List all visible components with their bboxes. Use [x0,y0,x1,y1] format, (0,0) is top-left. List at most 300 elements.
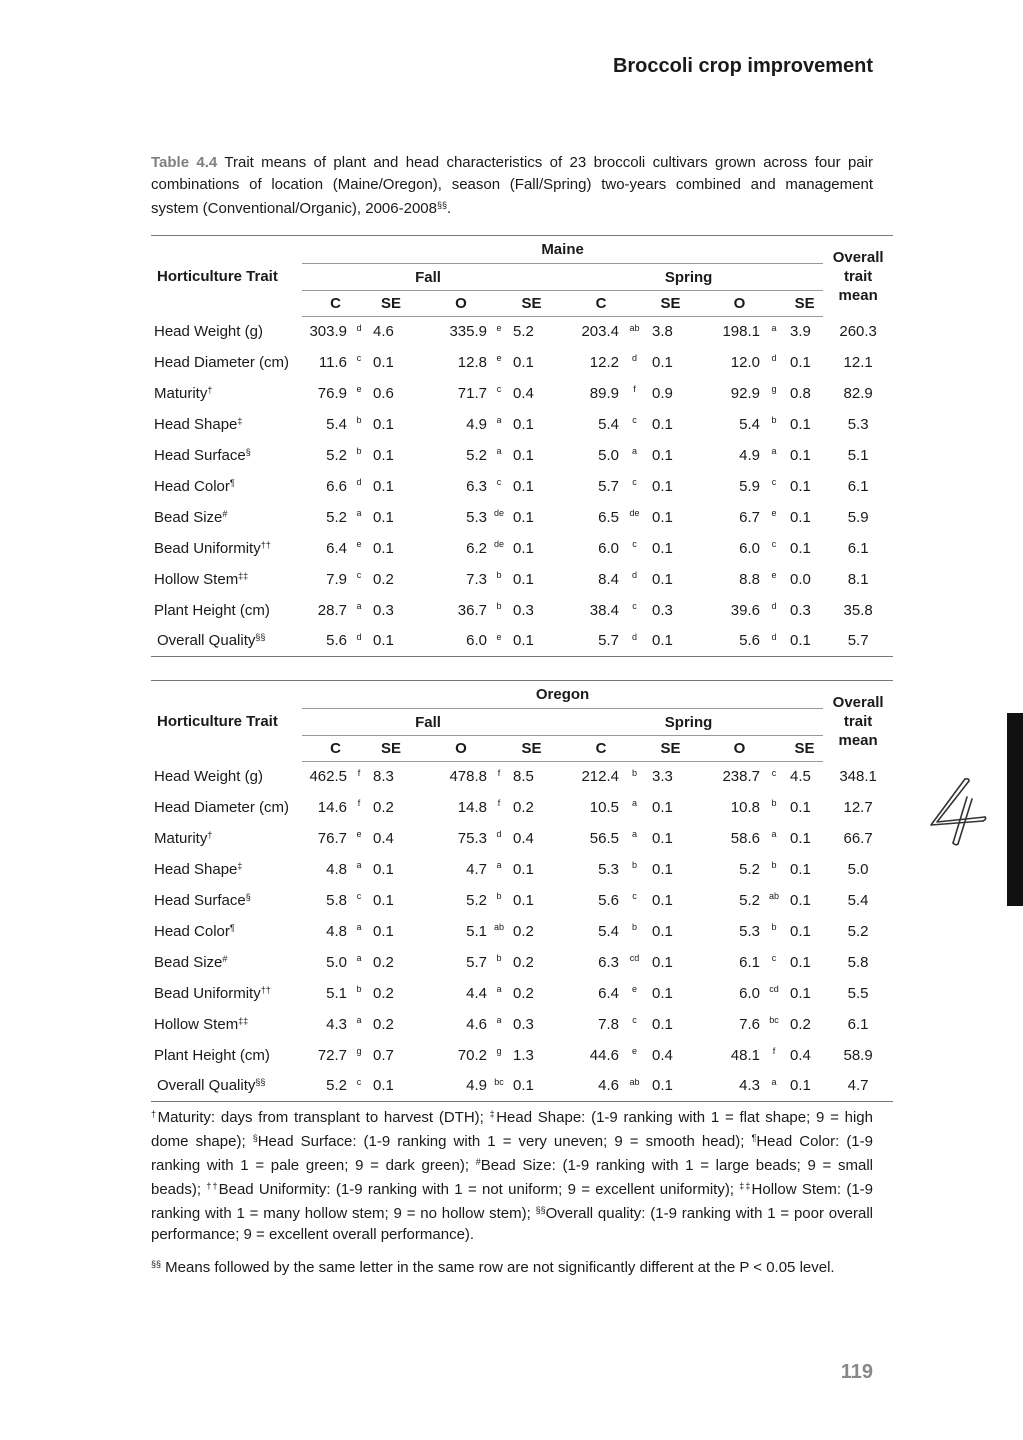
spring-o-value: 6.0 [739,984,760,1002]
spring-o-value: 5.2 [739,860,760,878]
trait-name [151,564,302,595]
spring-c-letter: d [631,352,637,363]
table-row [151,378,893,409]
fall-o-letter: e [496,352,502,363]
spring-o-value: 48.1 [730,1046,760,1064]
spring-c-letter: cd [629,952,640,963]
spring-c-value: 203.4 [581,323,619,341]
spring-c-se: 0.1 [652,570,673,588]
trait-name [151,854,302,885]
spring-o-se: 3.9 [790,323,811,341]
footnote-mark: † [151,1109,158,1119]
spring-c-letter: ab [621,1071,648,1102]
table-footnotes [151,1104,873,1245]
fall-c-se: 0.1 [369,1071,413,1102]
overall-mean-value: 5.4 [847,891,869,909]
spring-c-value: 6.4 [598,984,619,1002]
trait-label: Maturity [154,384,208,402]
spring-c-value: 5.7 [598,477,619,495]
spring-o-value: 5.9 [739,477,760,495]
spring-o-letter: d [771,600,777,611]
trait-name [151,978,302,1009]
trait-label: Bead Size [154,508,223,526]
fall-c-value: 14.6 [317,798,347,816]
fall-o-se: 1.3 [513,1046,534,1064]
table-row [151,317,893,347]
spring-o-letter: a [762,1071,786,1102]
fall-o-letter: f [497,797,501,808]
significance-text: Means followed by the same letter in the same row are not significantly different at the P < 0.05 level. [161,1259,835,1276]
table-row [151,762,893,792]
trait-name [151,533,302,564]
fall-c-se: 8.3 [373,768,394,786]
spring-c-se: 0.1 [652,446,673,464]
spring-c-se: 0.1 [648,626,693,657]
spring-c-value: 6.3 [598,953,619,971]
spring-o-value: 10.8 [730,798,760,816]
trait-name [151,502,302,533]
trait-label: Bead Size [154,953,223,971]
oregon-table-body [151,762,893,1102]
spring-o-value: 6.7 [739,508,760,526]
fall-c-se: 0.2 [373,1015,394,1033]
footnote-text: Bead Uniformity: (1-9 ranking with 1 = not uniform; 9 = excellent uniformity); [218,1181,740,1198]
footnote-text: Head Shape: (1-9 ranking with 1 = flat shape; 9 = high dome shape); [151,1109,873,1150]
spring-o-se: 0.1 [786,1071,823,1102]
spring-o-se: 0.0 [790,570,811,588]
fall-c-letter: a [356,859,362,870]
spring-c-letter: c [632,1014,637,1025]
spring-o-se-header: SE [786,736,823,762]
table-caption [151,152,873,220]
spring-o-letter: b [771,797,777,808]
fall-o-value: 5.2 [466,891,487,909]
fall-c-se: 4.6 [373,323,394,341]
spring-c-se: 0.1 [652,508,673,526]
fall-o-letter: a [496,859,502,870]
overall-mean-value: 5.1 [847,446,869,464]
fall-c-letter: a [356,1014,362,1025]
spring-o-value: 5.3 [739,922,760,940]
spring-c-se: 3.3 [652,768,673,786]
spring-c-se: 3.8 [652,323,673,341]
fall-o-se: 0.1 [513,353,534,371]
spring-c-se: 0.1 [652,415,673,433]
fall-c-letter: b [356,414,362,425]
spring-o-value: 4.3 [693,1071,762,1102]
fall-o-se-header: SE [509,736,554,762]
fall-o-se: 0.3 [513,601,534,619]
spring-c-letter: c [632,538,637,549]
spring-c-letter: c [632,890,637,901]
fall-o-letter: d [496,828,502,839]
trait-label: Head Shape [154,860,238,878]
spring-o-se: 0.1 [790,539,811,557]
spring-o-letter: f [772,1045,776,1056]
fall-c-se: 0.1 [373,446,394,464]
trait-label: Head Weight (g) [154,768,263,785]
spring-c-se: 0.1 [652,353,673,371]
fall-o-se: 0.1 [513,570,534,588]
spring-o-value: 4.9 [739,446,760,464]
fall-c-value: 5.6 [302,626,349,657]
fall-c-se: 0.1 [369,626,413,657]
spring-o-value: 198.1 [722,323,760,341]
fall-c-se: 0.2 [373,570,394,588]
spring-c-se: 0.4 [652,1046,673,1064]
footnote-mark: §§ [255,1077,266,1088]
spring-c-se: 0.1 [652,922,673,940]
footnote-mark: §§ [255,632,266,643]
table-row [151,533,893,564]
table-row [151,471,893,502]
fall-o-value: 5.2 [466,446,487,464]
footnote-text: Head Surface: (1-9 ranking with 1 = very uneven; 9 = smooth head); [257,1133,752,1150]
overall-mean-value: 8.1 [847,570,869,588]
fall-o-letter: c [496,383,502,394]
fall-o-se: 0.1 [513,508,534,526]
table-row [151,595,893,626]
fall-c-value: 76.9 [317,384,347,402]
fall-o-letter: de [493,507,504,518]
spring-c-se: 0.1 [652,798,673,816]
fall-c-letter: a [356,952,362,963]
spring-c-letter: b [631,921,637,932]
fall-c-value: 5.2 [326,508,347,526]
trait-name [151,947,302,978]
fall-o-se: 0.2 [513,953,534,971]
overall-mean-header [823,681,893,762]
spring-c-letter: a [631,797,637,808]
spring-c-letter: b [631,768,637,778]
fall-c-se: 0.1 [373,415,394,433]
spring-o-se: 0.1 [790,446,811,464]
overall-mean-value: 82.9 [843,384,873,402]
footnote-mark: § [245,891,251,902]
footnote-text: Maturity: days from transplant to harvest (DTH); [157,1109,490,1126]
fall-o-se: 0.2 [513,984,534,1002]
spring-c-value: 212.4 [581,768,619,786]
trait-label: Bead Uniformity [154,539,261,557]
trait-label: Head Shape [154,415,238,433]
footnote-mark: ‡‡ [238,1015,249,1026]
table-row [151,947,893,978]
trait-label: Head Surface [154,446,246,464]
fall-o-value: 70.2 [457,1046,487,1064]
overall-mean-value: 348.1 [839,768,877,785]
fall-o-letter: bc [489,1071,509,1102]
fall-o-value: 6.3 [466,477,487,495]
fall-o-value: 5.7 [466,953,487,971]
spring-c-value: 56.5 [589,829,619,847]
spring-c-value: 5.0 [598,446,619,464]
spring-o-letter: c [771,476,777,487]
fall-o-se: 5.2 [513,323,534,341]
fall-c-letter: c [356,569,362,580]
fall-c-letter: d [356,476,362,487]
fall-c-se: 0.1 [373,891,394,909]
trait-column-header: Horticulture Trait [151,681,302,762]
overall-mean-value: 66.7 [843,829,873,847]
fall-o-se: 0.1 [513,477,534,495]
table-row [151,854,893,885]
spring-c-value: 38.4 [589,601,619,619]
maine-table-body [151,317,893,657]
overall-line-2: trait [843,267,873,285]
fall-c-letter: a [356,600,362,611]
spring-o-value: 238.7 [722,768,760,786]
spring-c-se: 0.1 [652,829,673,847]
fall-c-value: 7.9 [326,570,347,588]
overall-mean-value: 260.3 [839,323,877,340]
table-row [151,916,893,947]
fall-c-letter: e [356,538,362,549]
fall-o-se: 0.2 [513,922,534,940]
overall-mean-value: 5.3 [847,415,869,433]
trait-name [151,347,302,378]
caption-text: Trait means of plant and head characteristics of 23 broccoli cultivars grown across four pair combinations of location (Maine/Oregon), season (Fall/Spring) two-years combined and management system (Conventional/Organic), 2006-2008 [151,154,873,217]
fall-o-letter: b [496,890,502,901]
fall-c-letter: c [356,352,362,363]
fall-o-letter: e [489,626,509,657]
footnote-mark: # [222,953,228,964]
fall-o-se: 0.4 [513,829,534,847]
fall-o-se: 0.1 [513,860,534,878]
table-row [151,564,893,595]
fall-o-letter: a [496,414,502,425]
fall-o-se: 0.1 [513,539,534,557]
spring-o-se: 0.1 [790,984,811,1002]
fall-c-value: 5.2 [302,1071,349,1102]
spring-o-se: 0.1 [786,626,823,657]
fall-c-value: 72.7 [317,1046,347,1064]
trait-label: Overall Quality [157,1077,256,1095]
spring-o-se: 0.1 [790,508,811,526]
trait-name [151,626,302,657]
spring-o-se-header: SE [786,291,823,317]
spring-o-se: 4.5 [790,768,811,786]
footnote-mark: †† [260,984,271,995]
trait-label: Head Diameter (cm) [154,353,290,371]
spring-o-value: 5.6 [693,626,762,657]
overall-mean-value: 6.1 [847,1015,869,1033]
fall-o-value: 36.7 [457,601,487,619]
spring-c-se: 0.1 [652,477,673,495]
spring-c-value: 8.4 [598,570,619,588]
fall-c-se: 0.1 [373,508,394,526]
spring-c-value: 5.3 [598,860,619,878]
fall-c-value: 4.8 [326,922,347,940]
trait-name [151,378,302,409]
spring-c-letter: a [631,445,637,456]
fall-o-letter: b [496,569,502,580]
overall-line-2: trait [843,712,873,730]
trait-label: Hollow Stem [154,570,239,588]
fall-c-value: 462.5 [309,768,347,786]
fall-o-value: 4.9 [413,1071,489,1102]
spring-c-letter: f [633,383,636,394]
table-row [151,978,893,1009]
trait-label: Head Color [154,922,230,940]
trait-label: Head Weight (g) [154,323,263,340]
footnote-mark: § [245,446,251,457]
fall-c-letter: d [356,323,362,333]
fall-o-se: 0.1 [513,415,534,433]
spring-o-letter: b [771,921,777,932]
fall-c-value: 11.6 [318,353,347,371]
fall-o-letter: a [496,1014,502,1025]
fall-c-header: C [302,291,369,317]
spring-c-letter: a [631,828,637,839]
fall-o-letter: a [496,983,502,994]
footnote-text: Overall quality: (1-9 ranking with 1 = poor overall performance; 9 = excellent overall performance). [151,1205,873,1243]
table-row [151,792,893,823]
spring-o-letter: d [762,626,786,657]
fall-o-value: 5.1 [466,922,487,940]
overall-mean-value: 12.7 [843,798,873,816]
spring-o-header: O [693,291,786,317]
fall-c-value: 6.4 [326,539,347,557]
spring-o-value: 5.4 [739,415,760,433]
spring-c-se: 0.1 [652,953,673,971]
spring-o-value: 58.6 [730,829,760,847]
fall-c-letter: d [349,626,369,657]
trait-label: Head Surface [154,891,246,909]
table-row [151,1040,893,1071]
table-row [151,885,893,916]
spring-o-letter: a [771,323,777,333]
spring-o-se: 0.4 [790,1046,811,1064]
spring-o-value: 6.1 [739,953,760,971]
spring-o-value: 6.0 [739,539,760,557]
spring-c-value: 6.0 [598,539,619,557]
overall-mean-value: 6.1 [847,539,869,557]
footnote-text: Bead Size: (1-9 ranking with 1 = large beads; 9 = small beads); [151,1157,873,1198]
fall-o-letter: e [496,323,502,333]
spring-o-letter: b [771,414,777,425]
caption-end: . [447,200,452,217]
fall-o-value: 6.0 [413,626,489,657]
spring-o-value: 5.2 [739,891,760,909]
trait-label: Head Diameter (cm) [154,798,290,816]
fall-o-letter: c [496,476,502,487]
overall-line-3: mean [838,731,878,749]
trait-label: Overall Quality [157,632,256,650]
fall-o-se: 0.1 [509,1071,554,1102]
overall-line-3: mean [838,286,878,304]
spring-c-se-header: SE [648,736,693,762]
trait-label: Hollow Stem [154,1015,239,1033]
spring-c-letter: e [631,983,637,994]
spring-o-se: 0.8 [790,384,811,402]
spring-c-se-header: SE [648,291,693,317]
fall-c-letter: b [356,445,362,456]
fall-c-letter: f [357,768,361,778]
spring-c-se: 0.1 [652,860,673,878]
overall-mean-header [823,236,893,317]
fall-o-se: 8.5 [513,768,534,786]
spring-c-se: 0.1 [652,539,673,557]
footnote-mark: ‡ [237,860,243,871]
fall-o-value: 6.2 [466,539,487,557]
trait-name [151,471,302,502]
overall-mean-value: 4.7 [823,1071,893,1102]
footnote-mark: ‡‡ [238,570,249,581]
footnote-mark: † [207,384,213,395]
spring-o-value: 7.6 [739,1015,760,1033]
spring-o-letter: a [771,445,777,456]
spring-o-se: 0.1 [790,353,811,371]
overall-mean-value: 5.7 [823,626,893,657]
spring-o-header: O [693,736,786,762]
trait-label: Head Color [154,477,230,495]
footnote-text: Head Color: (1-9 ranking with 1 = pale green; 9 = dark green); [151,1133,873,1174]
table-row [151,440,893,471]
spring-o-se: 0.1 [790,891,811,909]
caption-label: Table 4.4 [151,154,218,171]
spring-o-se: 0.2 [790,1015,811,1033]
spring-c-letter: d [621,626,648,657]
fall-o-value: 14.8 [457,798,487,816]
spring-o-letter: c [771,952,777,963]
table-row [151,1071,893,1102]
spring-o-letter: c [771,538,777,549]
fall-c-se-header: SE [369,291,413,317]
spring-header: Spring [554,264,823,291]
overall-mean-value: 5.9 [847,508,869,526]
spring-c-se: 0.1 [652,1015,673,1033]
spring-o-letter: g [771,383,777,394]
fall-c-letter: a [356,507,362,518]
spring-c-se: 0.1 [652,984,673,1002]
spring-o-se: 0.1 [790,829,811,847]
running-title: Broccoli crop improvement [612,55,873,77]
spring-c-value: 5.4 [598,415,619,433]
fall-c-letter: e [356,383,362,394]
trait-name [151,595,302,626]
spring-c-value: 4.6 [554,1071,621,1102]
trait-name [151,1009,302,1040]
trait-name [151,409,302,440]
trait-name [151,1071,302,1102]
table-row [151,1009,893,1040]
fall-o-se: 0.2 [513,798,534,816]
fall-c-se: 0.1 [373,353,394,371]
spring-o-letter: c [771,768,777,778]
fall-c-letter: c [356,890,362,901]
spring-c-se: 0.3 [652,601,673,619]
trait-label: Bead Uniformity [154,984,261,1002]
footnote-mark: # [475,1157,481,1167]
maine-table [151,235,893,657]
trait-name [151,885,302,916]
spring-o-se: 0.1 [790,860,811,878]
spring-o-value: 92.9 [730,384,760,402]
spring-c-value: 5.7 [554,626,621,657]
fall-o-value: 478.8 [449,768,487,786]
spring-c-letter: ab [629,323,640,333]
fall-o-value: 4.6 [466,1015,487,1033]
spring-c-letter: d [631,569,637,580]
spring-o-value: 39.6 [730,601,760,619]
fall-c-value: 6.6 [326,477,347,495]
spring-o-value: 12.0 [730,353,760,371]
fall-c-se: 0.1 [373,860,394,878]
fall-c-se: 0.3 [373,601,394,619]
spring-c-se: 0.9 [652,384,673,402]
fall-c-se: 0.1 [373,539,394,557]
spring-c-se: 0.1 [652,891,673,909]
